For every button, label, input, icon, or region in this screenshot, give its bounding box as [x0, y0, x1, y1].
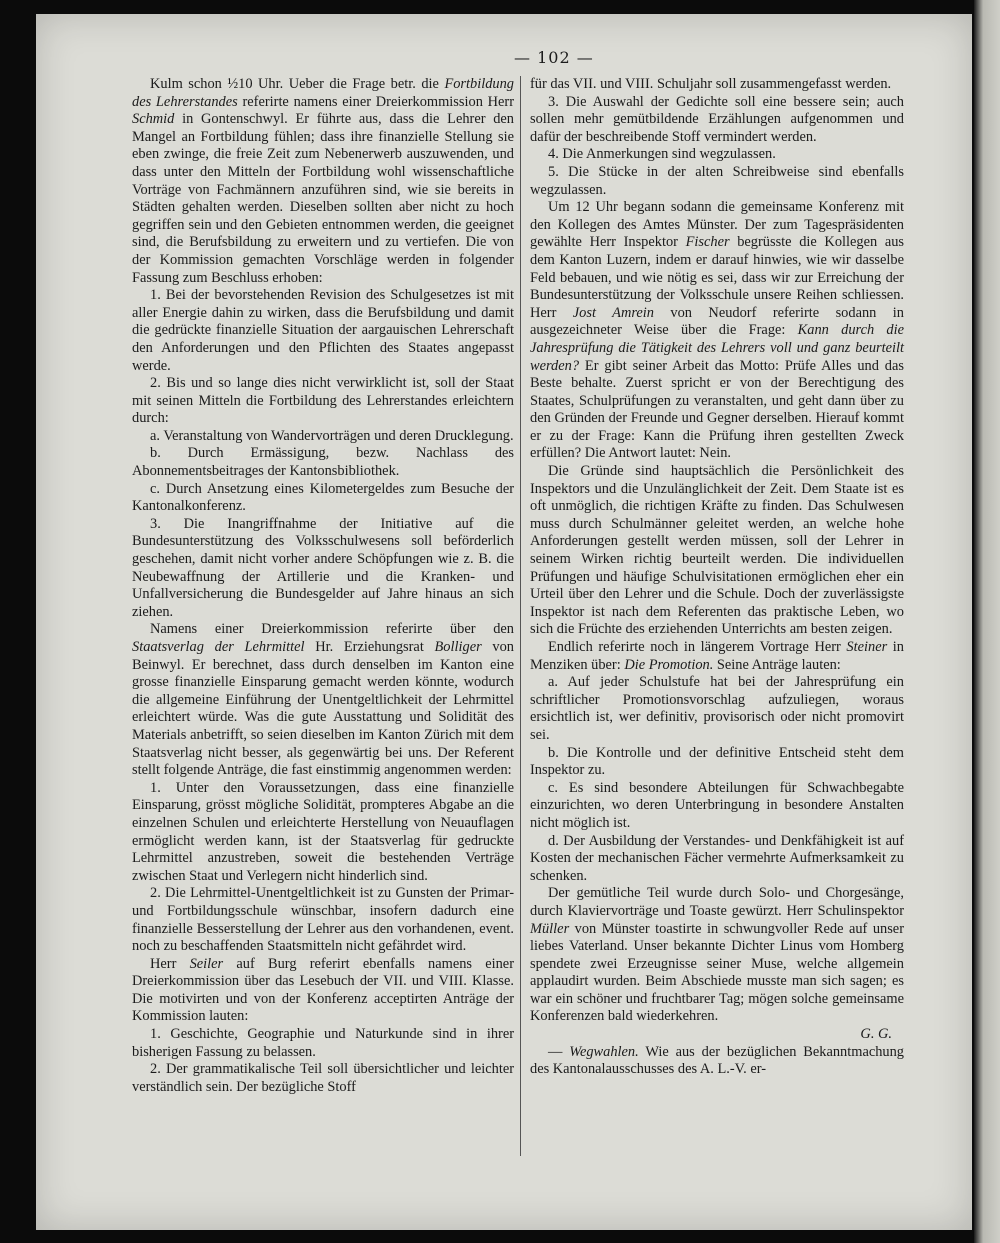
left-column-paragraph — [132, 885, 514, 955]
column-divider — [520, 76, 521, 1156]
text-run: in Menziken über: — [530, 639, 904, 673]
document-page — [36, 14, 972, 1230]
left-column-paragraph — [132, 481, 514, 516]
right-column-paragraph — [530, 1026, 904, 1044]
text-run: von Münster toastirte in schwungvoller Rede auf unser liebes Vaterland. Unser bekannte Dichter Linus vom Homberg spendete zwei Erzeugnisse seiner Muse, welche allgemein applaudirt wurden. Beim Abschiede musste man sich sagen; es war ein schöner und fruchtbarer Tag; mögen solche gemeinsame Konferenzen bald wiederkehren. — [530, 920, 904, 1025]
italic-text: Kann durch die Jahresprüfung die Tätigkeit des Lehrers voll und ganz beurteilt werden? — [530, 322, 905, 374]
italic-text: G. G. — [860, 1026, 892, 1043]
text-run: 2. Der grammatikalische Teil soll übersichtlicher und leichter verständlich sein. Der bezügliche Stoff — [132, 1061, 514, 1095]
text-run: d. Der Ausbildung der Verstandes- und Denkfähigkeit ist auf Kosten der mechanischen Fächer vermehrte Aufmerksamkeit zu schenken. — [530, 832, 904, 884]
right-column-paragraph — [530, 780, 904, 833]
page-number: — 102 — — [514, 48, 594, 67]
italic-text: Bolliger — [434, 639, 482, 655]
text-run: Wie aus der bezüglichen Bekanntmachung des Kantonalausschusses des A. L.-V. er- — [530, 1043, 905, 1078]
text-run: a. Auf jeder Schulstufe hat bei der Jahresprüfung ein schriftlicher Promotionsvorschlag aufzuliegen, woraus ersichtlich ist, wer definitiv, provisorisch oder nicht promovirt sei. — [530, 674, 904, 743]
text-run: 3. Die Auswahl der Gedichte soll eine bessere sein; auch sollen mehr gemütbildende Erzählungen aufgenommen und dafür der beschreibende Stoff vermindert werden. — [530, 93, 904, 145]
text-run: begrüsste die Kollegen aus dem Kanton Luzern, indem er darauf hinwies, wie wir dasselbe Feld bebauen, und wie nötig es sei, dass wir zur Erreichung der Bundesunterstützung der Volksschule unsere Reihen schliessen. Herr — [530, 234, 904, 321]
text-run: b. Die Kontrolle und der definitive Entscheid steht dem Inspektor zu. — [530, 744, 904, 779]
right-column-paragraph — [530, 833, 904, 886]
italic-text: Seiler — [189, 955, 224, 972]
text-run: Endlich referirte noch in längerem Vortrage Herr — [548, 639, 847, 655]
text-run: in Gontenschwyl. Er führte aus, dass die Lehrer den Mangel an Fortbildung fühlen; dass ihre finanzielle Stellung sie eben zwinge, die freie Zeit zum Nebenerwerb auszuwenden, und dass unter den Mitteln der Fortbildung wohl wissenschaftliche Vorträge von Fachmännern anzuführen sind, wie sie bereits in Städten gehalten werden. Dieselben sollten aber nicht zu hoch gegriffen sein und den Gebieten entnommen werden, die geeignet sind, die Berufsbildung zu erweitern und zu vertiefen. Die von der Kommission gemachten Vorschläge werden in folgender Fassung zum Beschluss erhoben: — [132, 111, 514, 286]
left-column-paragraph — [132, 1061, 514, 1096]
text-run: Um 12 Uhr begann sodann die gemeinsame Konferenz mit den Kollegen des Amtes Münster. Der zum Tagespräsidenten gewählte Herr Inspektor — [530, 199, 904, 251]
text-run: von Beinwyl. Er berechnet, dass durch denselben im Kanton eine grosse finanzielle Einsparung gemacht werden könnte, wodurch die allgemeine Einführung der Unentgeltlichkeit der Lehrmittel erleichtert würde. Was die gute Ausstattung und Solidität des Materials anbetrifft, so seien dieselben im Kanton Zürich mit dem Staatsverlag nicht besser, als gegenwärtig bei uns. Der Referent stellt folgende Anträge, die fast einstimmig angenommen werden: — [132, 639, 514, 779]
text-run: a. Veranstaltung von Wandervorträgen und deren Drucklegung. — [150, 427, 514, 444]
text-run: Der gemütliche Teil wurde durch Solo- und Chorgesänge, durch Klaviervorträge und Toaste gewürzt. Herr Schulinspektor — [530, 885, 904, 919]
left-column-paragraph — [132, 375, 514, 428]
right-column-paragraph — [530, 639, 904, 674]
text-run: Seine Anträge lauten: — [713, 656, 841, 673]
right-text-column — [530, 76, 904, 1079]
left-column-paragraph — [132, 428, 514, 446]
italic-text: Jost Amrein — [572, 304, 654, 321]
italic-text: Wegwahlen. — [569, 1043, 639, 1060]
right-column-paragraph — [530, 674, 904, 744]
text-run: referirte namens einer Dreierkommission Herr — [237, 93, 515, 110]
italic-text: Fortbildung des Lehrerstandes — [132, 76, 514, 110]
right-column-paragraph — [530, 463, 904, 639]
text-run: 1. Geschichte, Geographie und Naturkunde sind in ihrer bisherigen Fassung zu belassen. — [132, 1026, 514, 1060]
left-column-paragraph — [132, 445, 514, 480]
right-column-paragraph — [530, 745, 904, 780]
text-run: 3. Die Inangriffnahme der Initiative auf die Bundesunterstützung des Volksschulwesens soll beförderlich geschehen, damit nicht vorher andere Schöpfungen wie z. B. die Neubewaffnung der Artillerie und die Kranken- und Unfallversicherung die Bundesgelder auf Jahre hinaus an sich ziehen. — [132, 515, 514, 620]
text-run: Er gibt seiner Arbeit das Motto: Prüfe Alles und das Beste behalte. Zuerst spricht er von der Berechtigung des Staates, Schulprüfungen zu veranstalten, und geht dann über zu den Gründen der Freunde und Gegner derselben. Hierauf kommt er zu der Frage: Kann die Prüfung ihren gestellten Zweck erfüllen? Die Antwort lautet: Nein. — [530, 357, 904, 462]
text-run: 4. Die Anmerkungen sind wegzulassen. — [548, 146, 776, 163]
italic-text: Müller — [530, 920, 570, 937]
left-column-paragraph — [132, 287, 514, 375]
italic-text: Fischer — [685, 234, 730, 251]
text-run: — — [548, 1043, 570, 1060]
text-run: 2. Bis und so lange dies nicht verwirklicht ist, soll der Staat mit seinen Mitteln die Fortbildung des Lehrerstandes erleichtern durch: — [132, 375, 514, 427]
text-run: 1. Bei der bevorstehenden Revision des Schulgesetzes ist mit aller Energie dahin zu wirken, dass die Berufsbildung und damit die gedrückte finanzielle Situation der aargauischen Lehrerschaft den Anforderungen und den Pflichten des Staates angepasst werde. — [132, 287, 514, 374]
italic-text: Steiner — [846, 639, 888, 655]
text-run: c. Es sind besondere Abteilungen für Schwachbegabte einzurichten, wo deren Unterbringung in besondere Anstalten nicht möglich ist. — [530, 779, 904, 831]
text-run: für das VII. und VIII. Schuljahr soll zusammengefasst werden. — [530, 76, 892, 92]
right-column-paragraph — [530, 76, 904, 94]
text-run: Namens einer Dreierkommission referirte über den — [150, 621, 514, 638]
text-run: Kulm schon ½10 Uhr. Ueber die Frage betr. die — [150, 76, 445, 92]
text-run: 1. Unter den Voraussetzungen, dass eine finanzielle Einsparung, grösst mögliche Solidität, prompteres Abgabe an die einzelnen Schulen und erleichterte Herstellung von Neuauflagen ermöglicht werden kann, ist der Staatsverlag für gedruckte Lehrmittel anzustreben, soweit die bestehenden Verträge zwischen Staat und Verlegern nicht hinderlich sind. — [132, 779, 514, 884]
left-text-column — [132, 76, 514, 1096]
text-run: b. Durch Ermässigung, bezw. Nachlass des Abonnementsbeitrages der Kantonsbibliothek. — [132, 445, 514, 480]
right-column-paragraph — [530, 885, 904, 1026]
left-column-paragraph — [132, 621, 514, 779]
left-column-paragraph — [132, 76, 514, 287]
italic-text: Schmid — [132, 111, 175, 128]
text-run: Die Gründe sind hauptsächlich die Persönlichkeit des Inspektors und die Unzulänglichkeit der Zeit. Dem Staate ist es oft unmöglich, die richtigen Kräfte zu finden. Das Schulwesen muss durch Schulmänner geleitet werden, an welche hohe Anforderungen gestellt werden müssen, soll der Lehrer in seinem Wirken richtig beurteilt werden. Die individuellen Prüfungen und häufige Schulvisitationen ermöglichen eher ein Urteil über den Lehrer und die Schule. Doch der zuverlässigste Inspektor ist nach dem Referenten das praktische Leben, wo sich die Früchte des erziehenden Unterrichts am besten zeigen. — [530, 463, 904, 638]
text-run: Herr — [150, 955, 190, 972]
left-column-paragraph — [132, 956, 514, 1026]
adjacent-page-edge — [974, 0, 1000, 1243]
text-run: Hr. Erziehungsrat — [304, 639, 435, 655]
text-run: von Neudorf referirte sodann in ausgezeichneter Weise über die Frage: — [530, 304, 904, 339]
right-column-paragraph — [530, 199, 904, 463]
right-column-paragraph — [530, 146, 904, 164]
right-column-paragraph — [530, 94, 904, 147]
italic-text: Die Promotion. — [624, 656, 714, 673]
text-run: auf Burg referirt ebenfalls namens einer Dreierkommission über das Lesebuch der VII. und VIII. Klasse. Die motivirten und von der Konferenz acceptirten Anträge der Kommission lauten: — [132, 955, 514, 1025]
text-run: 2. Die Lehrmittel-Unentgeltlichkeit ist zu Gunsten der Primar- und Fortbildungsschule wünschbar, insofern dadurch eine finanzielle Besserstellung der Lehrer aus den vorhandenen, event. noch zu beschaffenden Staatsmitteln nicht gefährdet wird. — [132, 885, 514, 955]
left-column-paragraph — [132, 1026, 514, 1061]
italic-text: Staatsverlag der Lehrmittel — [132, 639, 305, 655]
left-column-paragraph — [132, 516, 514, 622]
right-column-paragraph — [530, 164, 904, 199]
right-column-paragraph — [530, 1044, 904, 1079]
left-column-paragraph — [132, 780, 514, 886]
text-run: 5. Die Stücke in der alten Schreibweise sind ebenfalls wegzulassen. — [530, 163, 904, 198]
text-run: c. Durch Ansetzung eines Kilometergeldes zum Besuche der Kantonalkonferenz. — [132, 480, 514, 515]
